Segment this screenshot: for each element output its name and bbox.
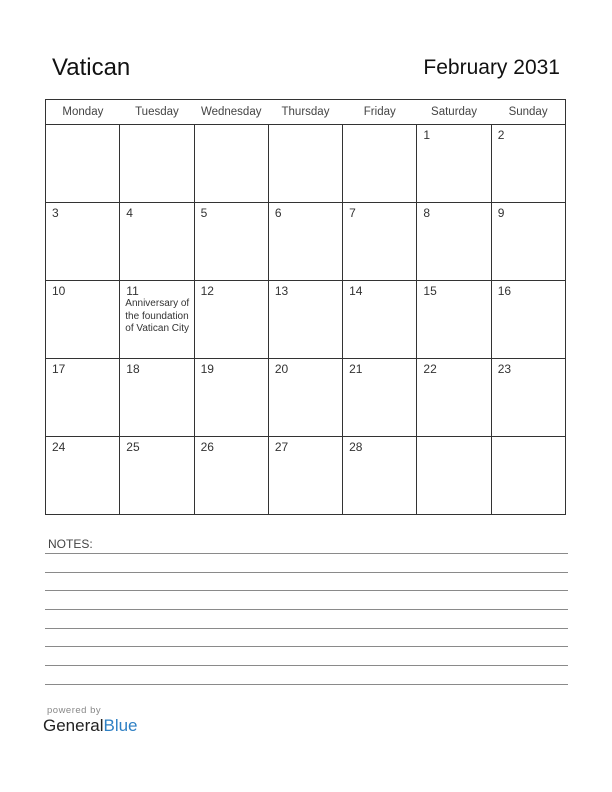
day-number: 19	[200, 362, 214, 376]
calendar-day-cell[interactable]	[491, 281, 565, 359]
holiday-event-label: Anniversary of the foundation of Vatican City	[125, 298, 190, 334]
calendar-day-cell[interactable]	[417, 359, 491, 437]
calendar-day-cell[interactable]	[343, 281, 417, 359]
calendar-day-cell[interactable]	[194, 203, 268, 281]
notes-line	[45, 609, 568, 610]
calendar-day-cell[interactable]	[268, 203, 342, 281]
calendar-day-cell[interactable]	[343, 125, 417, 203]
calendar-day-cell[interactable]	[194, 437, 268, 515]
calendar-day-cell[interactable]	[268, 359, 342, 437]
day-number: 3	[52, 206, 59, 220]
calendar-day-cell[interactable]	[417, 281, 491, 359]
calendar-grid	[45, 99, 566, 515]
calendar-day-cell[interactable]	[268, 281, 342, 359]
calendar-day-cell[interactable]	[194, 281, 268, 359]
day-number: 13	[274, 284, 289, 298]
weekday-header: Friday	[343, 100, 417, 125]
calendar-week-row	[46, 359, 566, 437]
day-number: 6	[274, 206, 282, 220]
notes-line	[45, 646, 568, 647]
calendar-day-cell[interactable]	[268, 125, 342, 203]
day-number: 27	[274, 440, 289, 454]
weekday-header: Sunday	[491, 100, 565, 125]
notes-line	[45, 665, 568, 666]
weekday-header-row	[46, 100, 566, 125]
day-number: 8	[423, 206, 431, 220]
calendar-day-cell[interactable]	[491, 203, 565, 281]
day-number: 11	[126, 284, 139, 298]
weekday-header: Wednesday	[194, 100, 268, 125]
weekday-header: Tuesday	[120, 100, 194, 125]
calendar-day-cell[interactable]	[46, 359, 120, 437]
day-number: 7	[349, 206, 356, 220]
day-number: 20	[274, 362, 289, 376]
calendar-week-row	[46, 203, 566, 281]
day-number: 26	[200, 440, 214, 454]
notes-line	[45, 590, 568, 591]
powered-by-text: powered by	[47, 705, 102, 716]
calendar-day-cell[interactable]	[46, 125, 120, 203]
calendar-day-cell[interactable]	[120, 437, 194, 515]
calendar-week-row	[46, 125, 566, 203]
brand-logo-part-blue: Blue	[103, 716, 138, 735]
brand-logo[interactable]	[43, 716, 138, 736]
day-number: 12	[200, 284, 214, 298]
calendar-day-cell[interactable]	[417, 125, 491, 203]
calendar-day-cell[interactable]	[120, 281, 194, 359]
day-number: 14	[349, 284, 363, 298]
notes-line	[45, 628, 568, 629]
day-number: 4	[126, 206, 133, 220]
calendar-day-cell[interactable]	[194, 125, 268, 203]
notes-line	[45, 553, 568, 554]
day-number: 23	[497, 362, 512, 376]
calendar-day-cell[interactable]	[417, 203, 491, 281]
day-number: 25	[126, 440, 140, 454]
calendar-week-row	[46, 437, 566, 515]
day-number: 9	[497, 206, 505, 220]
weekday-header: Thursday	[268, 100, 342, 125]
weekday-header: Monday	[46, 100, 120, 125]
calendar-week-row	[46, 281, 566, 359]
day-number: 17	[52, 362, 66, 376]
calendar-day-cell[interactable]	[491, 125, 565, 203]
notes-label: NOTES:	[48, 537, 93, 551]
calendar-day-cell[interactable]	[343, 359, 417, 437]
calendar-day-cell[interactable]	[46, 203, 120, 281]
brand-logo-part-general: General	[43, 716, 104, 735]
day-number: 24	[52, 440, 66, 454]
day-number: 1	[423, 128, 431, 142]
day-number: 18	[126, 362, 140, 376]
day-number: 22	[423, 362, 437, 376]
calendar-day-cell[interactable]	[343, 203, 417, 281]
calendar-day-cell[interactable]	[491, 437, 565, 515]
calendar-day-cell[interactable]	[343, 437, 417, 515]
day-number: 21	[349, 362, 363, 376]
day-number: 10	[52, 284, 66, 298]
day-number: 15	[423, 284, 437, 298]
notes-line	[45, 572, 568, 573]
day-number: 28	[349, 440, 363, 454]
calendar-country-title: Vatican	[52, 54, 131, 81]
day-number: 2	[497, 128, 505, 142]
weekday-header: Saturday	[417, 100, 491, 125]
notes-line	[45, 684, 568, 685]
calendar-day-cell[interactable]	[417, 437, 491, 515]
calendar-day-cell[interactable]	[120, 125, 194, 203]
calendar-day-cell[interactable]	[46, 437, 120, 515]
calendar-month-title: February 2031	[423, 56, 560, 79]
calendar-day-cell[interactable]	[491, 359, 565, 437]
calendar-day-cell[interactable]	[194, 359, 268, 437]
day-number: 5	[200, 206, 208, 220]
calendar-day-cell[interactable]	[46, 281, 120, 359]
day-number: 16	[497, 284, 512, 298]
calendar-day-cell[interactable]	[120, 203, 194, 281]
calendar-day-cell[interactable]	[120, 359, 194, 437]
calendar-day-cell[interactable]	[268, 437, 342, 515]
